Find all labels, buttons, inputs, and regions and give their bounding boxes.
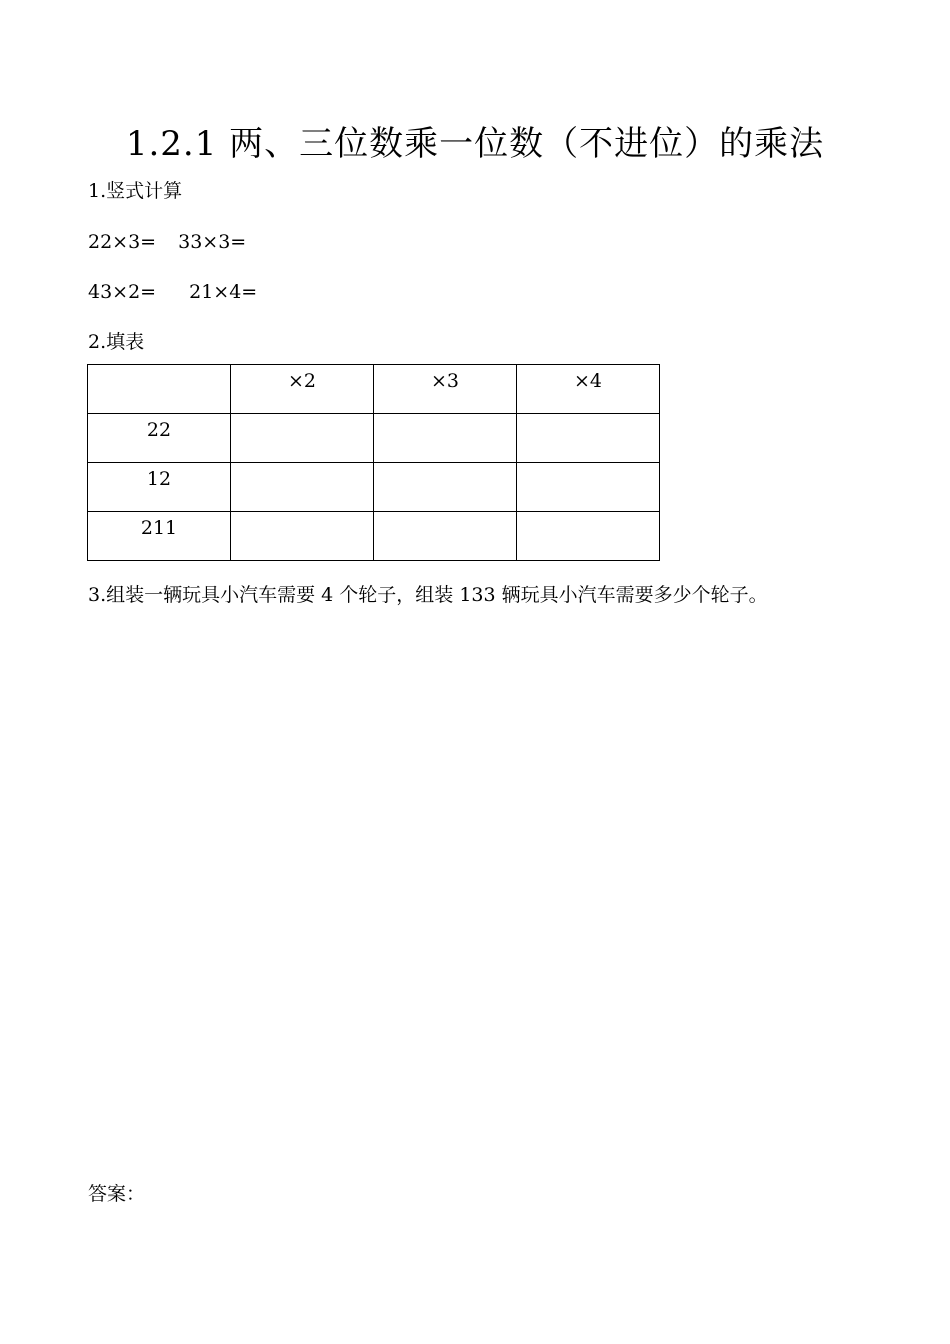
table-row-label: 12 [88, 463, 231, 512]
calculation-row [88, 229, 246, 255]
table-header-cell: ×4 [517, 365, 660, 414]
table-header-cell: ×2 [231, 365, 374, 414]
fill-in-table [87, 364, 660, 561]
calculation-expression: 43×2= [88, 281, 157, 303]
question-2-heading: 2.填表 [88, 331, 145, 353]
table-answer-cell [374, 414, 517, 463]
table-answer-cell [231, 414, 374, 463]
table-header-cell: ×3 [374, 365, 517, 414]
table-row [88, 512, 660, 561]
table-row [88, 414, 660, 463]
answer-label: 答案： [88, 1183, 146, 1205]
calculation-row [88, 279, 257, 305]
table-answer-cell [374, 463, 517, 512]
calculation-expression: 33×3= [178, 231, 247, 253]
calculation-expression: 22×3= [88, 231, 157, 253]
table-answer-cell [374, 512, 517, 561]
table-row [88, 463, 660, 512]
table-answer-cell [517, 463, 660, 512]
table-corner-cell [88, 365, 231, 414]
table-row-label: 22 [88, 414, 231, 463]
question-1-heading: 1.竖式计算 [88, 180, 183, 202]
table-answer-cell [231, 463, 374, 512]
calculation-expression: 21×4= [189, 281, 258, 303]
question-3-text: 3.组装一辆玩具小汽车需要 4 个轮子，组装 133 辆玩具小汽车需要多少个轮子。 [88, 584, 768, 606]
page-title: 1.2.1 两、三位数乘一位数（不进位）的乘法 [125, 124, 825, 164]
table-row-label: 211 [88, 512, 231, 561]
table-header-row [88, 365, 660, 414]
table-answer-cell [517, 512, 660, 561]
table-answer-cell [231, 512, 374, 561]
table-answer-cell [517, 414, 660, 463]
